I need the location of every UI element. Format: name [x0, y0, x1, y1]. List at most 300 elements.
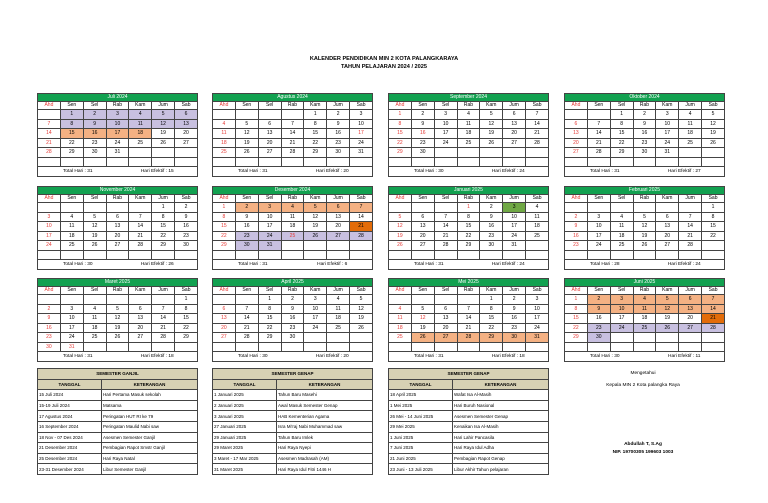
day-cell: 8: [213, 212, 236, 222]
day-cell: 22: [610, 138, 633, 148]
day-header: Sab: [702, 287, 725, 295]
day-cell: 24: [610, 323, 633, 333]
month-name: Oktober 2024: [565, 94, 725, 102]
total-hari: Total Hari : 31: [237, 169, 268, 174]
day-cell: 27: [327, 231, 350, 241]
day-cell: 29: [152, 241, 175, 251]
tanggal-cell: 21 Desember 2024: [38, 443, 102, 454]
day-cell: 23: [411, 138, 434, 148]
day-cell: 27: [258, 148, 281, 158]
day-cell: 17: [656, 129, 679, 139]
day-cell: 14: [702, 304, 725, 314]
table-row: [389, 411, 549, 422]
day-cell: 25: [679, 138, 702, 148]
day-cell: 3: [38, 212, 61, 222]
day-cell: [587, 203, 610, 213]
day-cell: 3: [503, 203, 526, 213]
day-cell: 31: [503, 241, 526, 251]
day-cell: 29: [60, 148, 83, 158]
day-cell: [83, 157, 106, 167]
day-cell: 12: [656, 304, 679, 314]
table-row: [213, 432, 373, 443]
day-cell: 13: [411, 222, 434, 232]
day-header: Sab: [702, 195, 725, 203]
day-header: Jum: [327, 102, 350, 110]
day-cell: 15: [175, 314, 198, 324]
day-cell: 18: [60, 231, 83, 241]
day-cell: 10: [106, 119, 129, 129]
day-cell: [258, 110, 281, 120]
day-cell: 2: [565, 212, 588, 222]
day-cell: 1: [389, 110, 412, 120]
month-calendar: [388, 186, 549, 270]
day-cell: 24: [106, 138, 129, 148]
day-cell: 18: [129, 129, 152, 139]
day-header: Ahd: [213, 287, 236, 295]
month-calendar: [564, 278, 725, 362]
day-cell: 18: [213, 138, 236, 148]
day-header: Rab: [633, 287, 656, 295]
day-cell: 5: [702, 110, 725, 120]
day-cell: [457, 157, 480, 167]
day-cell: [106, 342, 129, 352]
day-cell: 27: [106, 241, 129, 251]
day-cell: 19: [656, 314, 679, 324]
day-cell: 25: [633, 323, 656, 333]
day-cell: 21: [350, 222, 373, 232]
day-cell: [327, 333, 350, 343]
day-header: Rab: [281, 287, 304, 295]
month-name: November 2024: [38, 187, 198, 195]
day-cell: 10: [610, 304, 633, 314]
day-cell: 26: [83, 241, 106, 251]
day-cell: 20: [327, 222, 350, 232]
day-cell: 31: [656, 148, 679, 158]
hari-efektif: Hari Efektif : 24: [491, 262, 525, 267]
day-cell: 30: [327, 148, 350, 158]
hari-efektif: Hari Efektif : 18: [491, 354, 525, 359]
day-cell: 12: [304, 212, 327, 222]
day-cell: [679, 333, 702, 343]
signature-line1: Mengetahui: [630, 371, 656, 376]
day-cell: 11: [281, 212, 304, 222]
day-cell: 7: [679, 212, 702, 222]
day-cell: [60, 203, 83, 213]
day-cell: [411, 295, 434, 305]
day-cell: 6: [106, 212, 129, 222]
day-header: Rab: [457, 195, 480, 203]
day-cell: 13: [656, 222, 679, 232]
page-subtitle: TAHUN PELAJARAN 2024 / 2025: [340, 64, 427, 70]
day-cell: 2: [327, 110, 350, 120]
day-header: Sel: [610, 102, 633, 110]
tanggal-cell: 1 Januari 2025: [213, 390, 277, 401]
day-header: Kam: [129, 102, 152, 110]
day-cell: [129, 148, 152, 158]
day-cell: 13: [503, 119, 526, 129]
total-hari: Total Hari : 31: [589, 169, 620, 174]
day-cell: 22: [213, 231, 236, 241]
day-cell: 3: [258, 203, 281, 213]
day-header: Kam: [656, 195, 679, 203]
day-cell: 5: [389, 212, 412, 222]
day-cell: 2: [235, 203, 258, 213]
total-hari: Total Hari : 30: [589, 354, 620, 359]
day-header: Sel: [258, 195, 281, 203]
day-cell: 4: [526, 203, 549, 213]
day-cell: 24: [503, 231, 526, 241]
keterangan-cell: Hari Raya Natal: [102, 453, 198, 464]
table-row: [213, 421, 373, 432]
day-cell: 25: [327, 323, 350, 333]
table-row: [213, 453, 373, 464]
day-cell: 16: [411, 129, 434, 139]
keterangan-cell: Kenaikan Isa Al-Masih: [453, 421, 549, 432]
day-header: Sab: [350, 195, 373, 203]
day-header: Ahd: [565, 287, 588, 295]
day-cell: 26: [235, 148, 258, 158]
day-cell: 14: [129, 222, 152, 232]
day-cell: 12: [702, 119, 725, 129]
keterangan-cell: Asesmen Madrasah (AM): [277, 453, 373, 464]
keterangan-cell: Isra Mi'raj Nabi Muhammad saw: [277, 421, 373, 432]
day-cell: 22: [152, 231, 175, 241]
total-hari: Total Hari : 31: [62, 169, 93, 174]
day-cell: [480, 148, 503, 158]
day-cell: [152, 342, 175, 352]
day-cell: [610, 333, 633, 343]
table-row: [213, 390, 373, 401]
day-cell: 4: [281, 203, 304, 213]
hari-efektif: Hari Efektif : 18: [140, 354, 174, 359]
day-header: Sel: [83, 102, 106, 110]
total-hari: Total Hari : 30: [62, 262, 93, 267]
day-header: Sen: [235, 195, 258, 203]
table-row: [389, 421, 549, 432]
day-cell: 1: [213, 203, 236, 213]
semester-title: SEMESTER GANJIL: [38, 369, 198, 380]
page-title: KALENDER PENDIDIKAN MIN 2 KOTA PALANGKARAYA: [309, 56, 459, 62]
day-cell: 1: [152, 203, 175, 213]
day-cell: [350, 250, 373, 260]
day-cell: 5: [480, 110, 503, 120]
keterangan-cell: Tahun Baru Imlek: [277, 432, 373, 443]
month-calendar: [388, 93, 549, 177]
day-cell: [213, 342, 236, 352]
tanggal-cell: 15 Juli 2024: [38, 390, 102, 401]
day-cell: [38, 203, 61, 213]
day-header: Sen: [587, 102, 610, 110]
day-cell: 7: [350, 203, 373, 213]
day-cell: [503, 250, 526, 260]
hari-efektif: Hari Efektif : 6: [317, 262, 348, 267]
day-header: Sel: [258, 102, 281, 110]
semester-ganjil-table: [37, 368, 198, 475]
col-keterangan: KETERANGAN: [453, 379, 549, 390]
day-cell: [411, 250, 434, 260]
day-cell: [587, 250, 610, 260]
day-header: Sel: [434, 102, 457, 110]
day-cell: 10: [503, 212, 526, 222]
day-cell: [60, 157, 83, 167]
day-cell: [83, 295, 106, 305]
day-cell: [175, 250, 198, 260]
day-cell: [702, 250, 725, 260]
col-keterangan: KETERANGAN: [277, 379, 373, 390]
day-cell: 27: [656, 241, 679, 251]
table-row: [389, 464, 549, 475]
day-cell: 23: [38, 333, 61, 343]
day-header: Sen: [411, 195, 434, 203]
day-cell: [175, 148, 198, 158]
day-cell: 3: [656, 110, 679, 120]
day-cell: 16: [38, 323, 61, 333]
day-cell: 4: [633, 295, 656, 305]
day-cell: 8: [457, 212, 480, 222]
day-cell: [83, 250, 106, 260]
tanggal-cell: 1 Juni 2025: [389, 432, 453, 443]
day-cell: [304, 333, 327, 343]
day-cell: 20: [656, 231, 679, 241]
day-header: Sen: [60, 102, 83, 110]
day-cell: 28: [129, 241, 152, 251]
day-cell: [565, 110, 588, 120]
day-cell: [389, 342, 412, 352]
day-cell: [587, 157, 610, 167]
day-cell: 20: [411, 231, 434, 241]
day-cell: 20: [565, 138, 588, 148]
hari-efektif: Hari Efektif : 27: [667, 169, 701, 174]
day-cell: 23: [281, 323, 304, 333]
day-cell: [457, 295, 480, 305]
hari-efektif: Hari Efektif : 20: [315, 354, 349, 359]
day-cell: 8: [152, 212, 175, 222]
day-cell: 26: [106, 333, 129, 343]
month-calendar: [212, 186, 373, 270]
day-cell: [327, 342, 350, 352]
day-cell: [106, 250, 129, 260]
day-cell: 29: [389, 148, 412, 158]
day-cell: 28: [434, 241, 457, 251]
month-name: April 2025: [213, 279, 373, 287]
month-name: September 2024: [389, 94, 549, 102]
day-cell: 24: [304, 323, 327, 333]
day-cell: 10: [526, 304, 549, 314]
day-cell: [281, 250, 304, 260]
day-cell: 13: [106, 222, 129, 232]
day-cell: 22: [60, 138, 83, 148]
tanggal-cell: 18 Nov - 07 Des 2024: [38, 432, 102, 443]
day-cell: 26: [350, 323, 373, 333]
day-cell: 6: [175, 110, 198, 120]
day-cell: 8: [702, 212, 725, 222]
day-cell: 13: [213, 314, 236, 324]
table-row: [213, 411, 373, 422]
hari-efektif: Hari Efektif : 15: [140, 169, 174, 174]
day-cell: 5: [304, 203, 327, 213]
day-cell: 24: [434, 138, 457, 148]
day-cell: 28: [702, 323, 725, 333]
day-cell: 5: [106, 304, 129, 314]
day-cell: [38, 295, 61, 305]
day-cell: 7: [587, 119, 610, 129]
day-cell: [152, 295, 175, 305]
day-cell: 1: [565, 295, 588, 305]
keterangan-cell: Asesmen Semester Genap: [453, 411, 549, 422]
keterangan-cell: Pembagian Rapot Smstr Ganjil: [102, 443, 198, 454]
day-cell: 18: [83, 323, 106, 333]
day-cell: 31: [526, 333, 549, 343]
keterangan-cell: Tahun Baru Masehi: [277, 390, 373, 401]
day-cell: 12: [235, 129, 258, 139]
day-cell: [702, 342, 725, 352]
day-cell: 14: [281, 129, 304, 139]
month-calendar: [37, 93, 198, 177]
day-cell: [565, 157, 588, 167]
day-cell: [610, 250, 633, 260]
tanggal-cell: 23 Juni - 13 Juli 2025: [389, 464, 453, 475]
day-cell: 19: [152, 129, 175, 139]
signature-line2: Kepala MIN 2 Kota palangka Raya: [606, 383, 680, 388]
day-cell: 30: [281, 333, 304, 343]
day-cell: 7: [281, 119, 304, 129]
day-cell: 7: [702, 295, 725, 305]
day-cell: 7: [152, 304, 175, 314]
day-cell: 5: [235, 119, 258, 129]
day-cell: 31: [258, 241, 281, 251]
keterangan-cell: HAB Kementerian Agama: [277, 411, 373, 422]
day-cell: 17: [587, 231, 610, 241]
day-cell: 24: [258, 231, 281, 241]
day-cell: [213, 250, 236, 260]
day-cell: 26: [702, 138, 725, 148]
tanggal-cell: 21 Juni 2025: [389, 453, 453, 464]
table-row: [38, 443, 198, 454]
month-name: Januari 2025: [389, 187, 549, 195]
day-cell: 14: [526, 119, 549, 129]
day-cell: [389, 203, 412, 213]
day-cell: [389, 295, 412, 305]
day-cell: 2: [83, 110, 106, 120]
day-cell: 8: [565, 304, 588, 314]
day-cell: [480, 157, 503, 167]
day-header: Jum: [152, 195, 175, 203]
day-cell: 22: [258, 323, 281, 333]
day-cell: 10: [38, 222, 61, 232]
day-cell: [350, 342, 373, 352]
day-cell: 18: [610, 231, 633, 241]
day-cell: [258, 157, 281, 167]
day-cell: [565, 342, 588, 352]
day-cell: 21: [434, 231, 457, 241]
day-cell: 12: [411, 314, 434, 324]
day-cell: [526, 241, 549, 251]
day-cell: 22: [565, 323, 588, 333]
col-tanggal: TANGGAL: [213, 379, 277, 390]
day-header: Ahd: [213, 102, 236, 110]
day-header: Ahd: [565, 195, 588, 203]
day-cell: 3: [106, 110, 129, 120]
hari-efektif: Hari Efektif : 24: [667, 262, 701, 267]
day-cell: [679, 148, 702, 158]
day-cell: 15: [60, 129, 83, 139]
tanggal-cell: 27 Januari 2025: [213, 421, 277, 432]
tanggal-cell: 29 Mei 2025: [389, 421, 453, 432]
keterangan-cell: Libur Semester Ganjil: [102, 464, 198, 475]
day-cell: 5: [83, 212, 106, 222]
day-cell: 29: [213, 241, 236, 251]
day-header: Jum: [327, 195, 350, 203]
day-cell: [633, 250, 656, 260]
day-header: Sen: [587, 195, 610, 203]
keterangan-cell: Hari Lahir Pancasila: [453, 432, 549, 443]
keterangan-cell: Hari Raya Idul Fitri 1446 H: [277, 464, 373, 475]
day-cell: 14: [434, 222, 457, 232]
day-cell: 19: [633, 231, 656, 241]
day-cell: 25: [83, 333, 106, 343]
day-cell: 9: [38, 314, 61, 324]
day-header: Ahd: [389, 102, 412, 110]
day-header: Kam: [480, 195, 503, 203]
day-cell: [457, 342, 480, 352]
day-cell: 21: [152, 323, 175, 333]
day-cell: 30: [633, 148, 656, 158]
day-cell: 21: [679, 231, 702, 241]
day-cell: 2: [175, 203, 198, 213]
day-cell: 9: [83, 119, 106, 129]
day-cell: 6: [656, 212, 679, 222]
tanggal-cell: 31 Maret 2025: [213, 464, 277, 475]
day-header: Sel: [83, 195, 106, 203]
day-cell: 20: [503, 129, 526, 139]
day-cell: 8: [175, 304, 198, 314]
day-header: Kam: [480, 102, 503, 110]
day-cell: 16: [480, 222, 503, 232]
day-cell: [235, 250, 258, 260]
signature-name: Abdullah T, S.Ag: [624, 442, 662, 447]
day-cell: 5: [152, 110, 175, 120]
table-row: [213, 464, 373, 475]
day-header: Sen: [235, 287, 258, 295]
day-cell: 6: [679, 295, 702, 305]
day-cell: 23: [327, 138, 350, 148]
day-cell: 13: [129, 314, 152, 324]
day-header: Jum: [503, 195, 526, 203]
day-cell: 18: [633, 314, 656, 324]
total-hari: Total Hari : 28: [589, 262, 620, 267]
day-cell: 30: [235, 241, 258, 251]
day-header: Kam: [656, 102, 679, 110]
day-cell: [129, 250, 152, 260]
day-cell: 12: [480, 119, 503, 129]
day-cell: 22: [457, 231, 480, 241]
day-cell: 15: [304, 129, 327, 139]
day-header: Rab: [457, 287, 480, 295]
day-cell: 24: [38, 241, 61, 251]
hari-efektif: Hari Efektif : 20: [315, 169, 349, 174]
day-cell: 9: [633, 119, 656, 129]
day-cell: 6: [258, 119, 281, 129]
day-cell: [152, 148, 175, 158]
day-cell: 12: [633, 222, 656, 232]
day-cell: 4: [610, 212, 633, 222]
day-cell: 13: [327, 212, 350, 222]
day-cell: 4: [457, 110, 480, 120]
day-cell: 22: [702, 231, 725, 241]
day-cell: 16: [587, 314, 610, 324]
day-cell: [258, 250, 281, 260]
day-header: Ahd: [565, 102, 588, 110]
